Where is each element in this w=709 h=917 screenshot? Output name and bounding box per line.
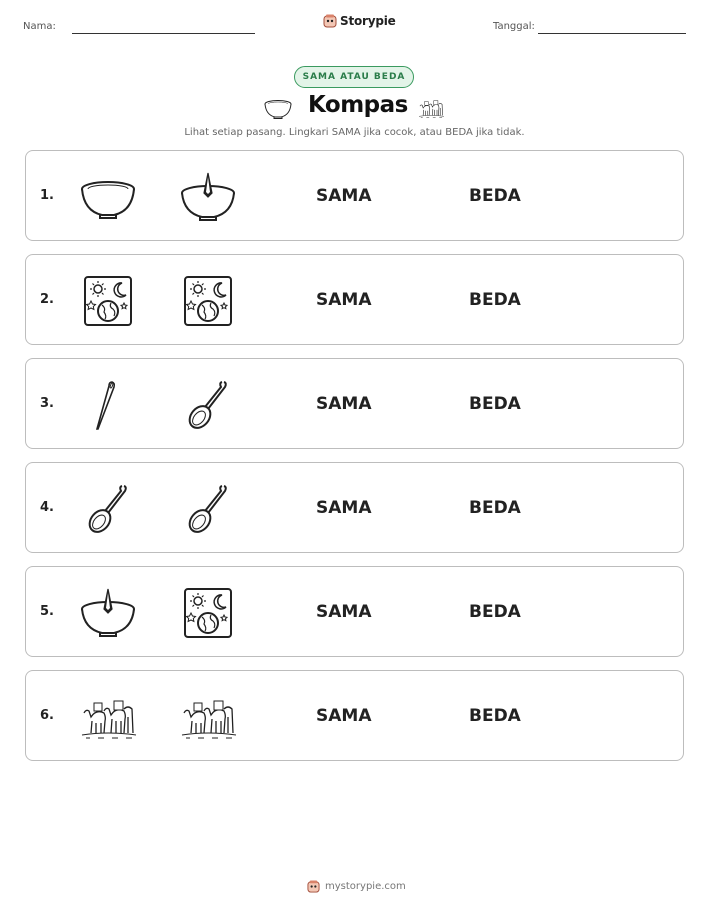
question-number: 4. bbox=[40, 500, 54, 515]
storypie-mascot-icon bbox=[307, 880, 320, 893]
needle-icon bbox=[78, 379, 138, 431]
question-row bbox=[25, 670, 684, 761]
sky-globe-icon bbox=[178, 275, 238, 327]
question-row bbox=[25, 462, 684, 553]
page-title: Kompas bbox=[308, 92, 408, 118]
question-number: 6. bbox=[40, 708, 54, 723]
different-option[interactable]: BEDA bbox=[469, 706, 521, 726]
storypie-mascot-icon bbox=[323, 14, 337, 28]
spoon-icon bbox=[178, 483, 238, 535]
name-field-line[interactable] bbox=[72, 33, 255, 34]
same-option[interactable]: SAMA bbox=[316, 394, 372, 414]
compass-icon bbox=[178, 171, 238, 223]
question-number: 3. bbox=[40, 396, 54, 411]
footer-site-link[interactable]: mystorypie.com bbox=[325, 881, 406, 892]
different-option[interactable]: BEDA bbox=[469, 186, 521, 206]
same-option[interactable]: SAMA bbox=[316, 498, 372, 518]
date-field-line[interactable] bbox=[538, 33, 686, 34]
compass-icon bbox=[78, 587, 138, 639]
instructions: Lihat setiap pasang. Lingkari SAMA jika cocok, atau BEDA jika tidak. bbox=[184, 127, 525, 138]
name-label: Nama: bbox=[23, 21, 56, 32]
bowl-icon bbox=[262, 95, 294, 121]
same-option[interactable]: SAMA bbox=[316, 706, 372, 726]
activity-badge: SAMA ATAU BEDA bbox=[294, 66, 414, 88]
question-row bbox=[25, 150, 684, 241]
spoon-icon bbox=[78, 483, 138, 535]
footer bbox=[0, 880, 709, 900]
title-row bbox=[0, 92, 709, 124]
brand-logo bbox=[323, 14, 396, 28]
question-number: 5. bbox=[40, 604, 54, 619]
different-option[interactable]: BEDA bbox=[469, 498, 521, 518]
date-label: Tanggal: bbox=[493, 21, 535, 32]
caravan-icon bbox=[178, 691, 238, 743]
sky-globe-icon bbox=[178, 587, 238, 639]
same-option[interactable]: SAMA bbox=[316, 602, 372, 622]
question-number: 1. bbox=[40, 188, 54, 203]
sky-globe-icon bbox=[78, 275, 138, 327]
brand-name: Storypie bbox=[340, 14, 396, 28]
question-row bbox=[25, 254, 684, 345]
question-row bbox=[25, 358, 684, 449]
different-option[interactable]: BEDA bbox=[469, 290, 521, 310]
worksheet-header bbox=[0, 0, 709, 44]
same-option[interactable]: SAMA bbox=[316, 290, 372, 310]
bowl-icon bbox=[78, 171, 138, 223]
caravan-icon bbox=[78, 691, 138, 743]
question-row bbox=[25, 566, 684, 657]
question-number: 2. bbox=[40, 292, 54, 307]
spoon-icon bbox=[178, 379, 238, 431]
caravan-icon bbox=[414, 96, 448, 120]
different-option[interactable]: BEDA bbox=[469, 602, 521, 622]
different-option[interactable]: BEDA bbox=[469, 394, 521, 414]
same-option[interactable]: SAMA bbox=[316, 186, 372, 206]
